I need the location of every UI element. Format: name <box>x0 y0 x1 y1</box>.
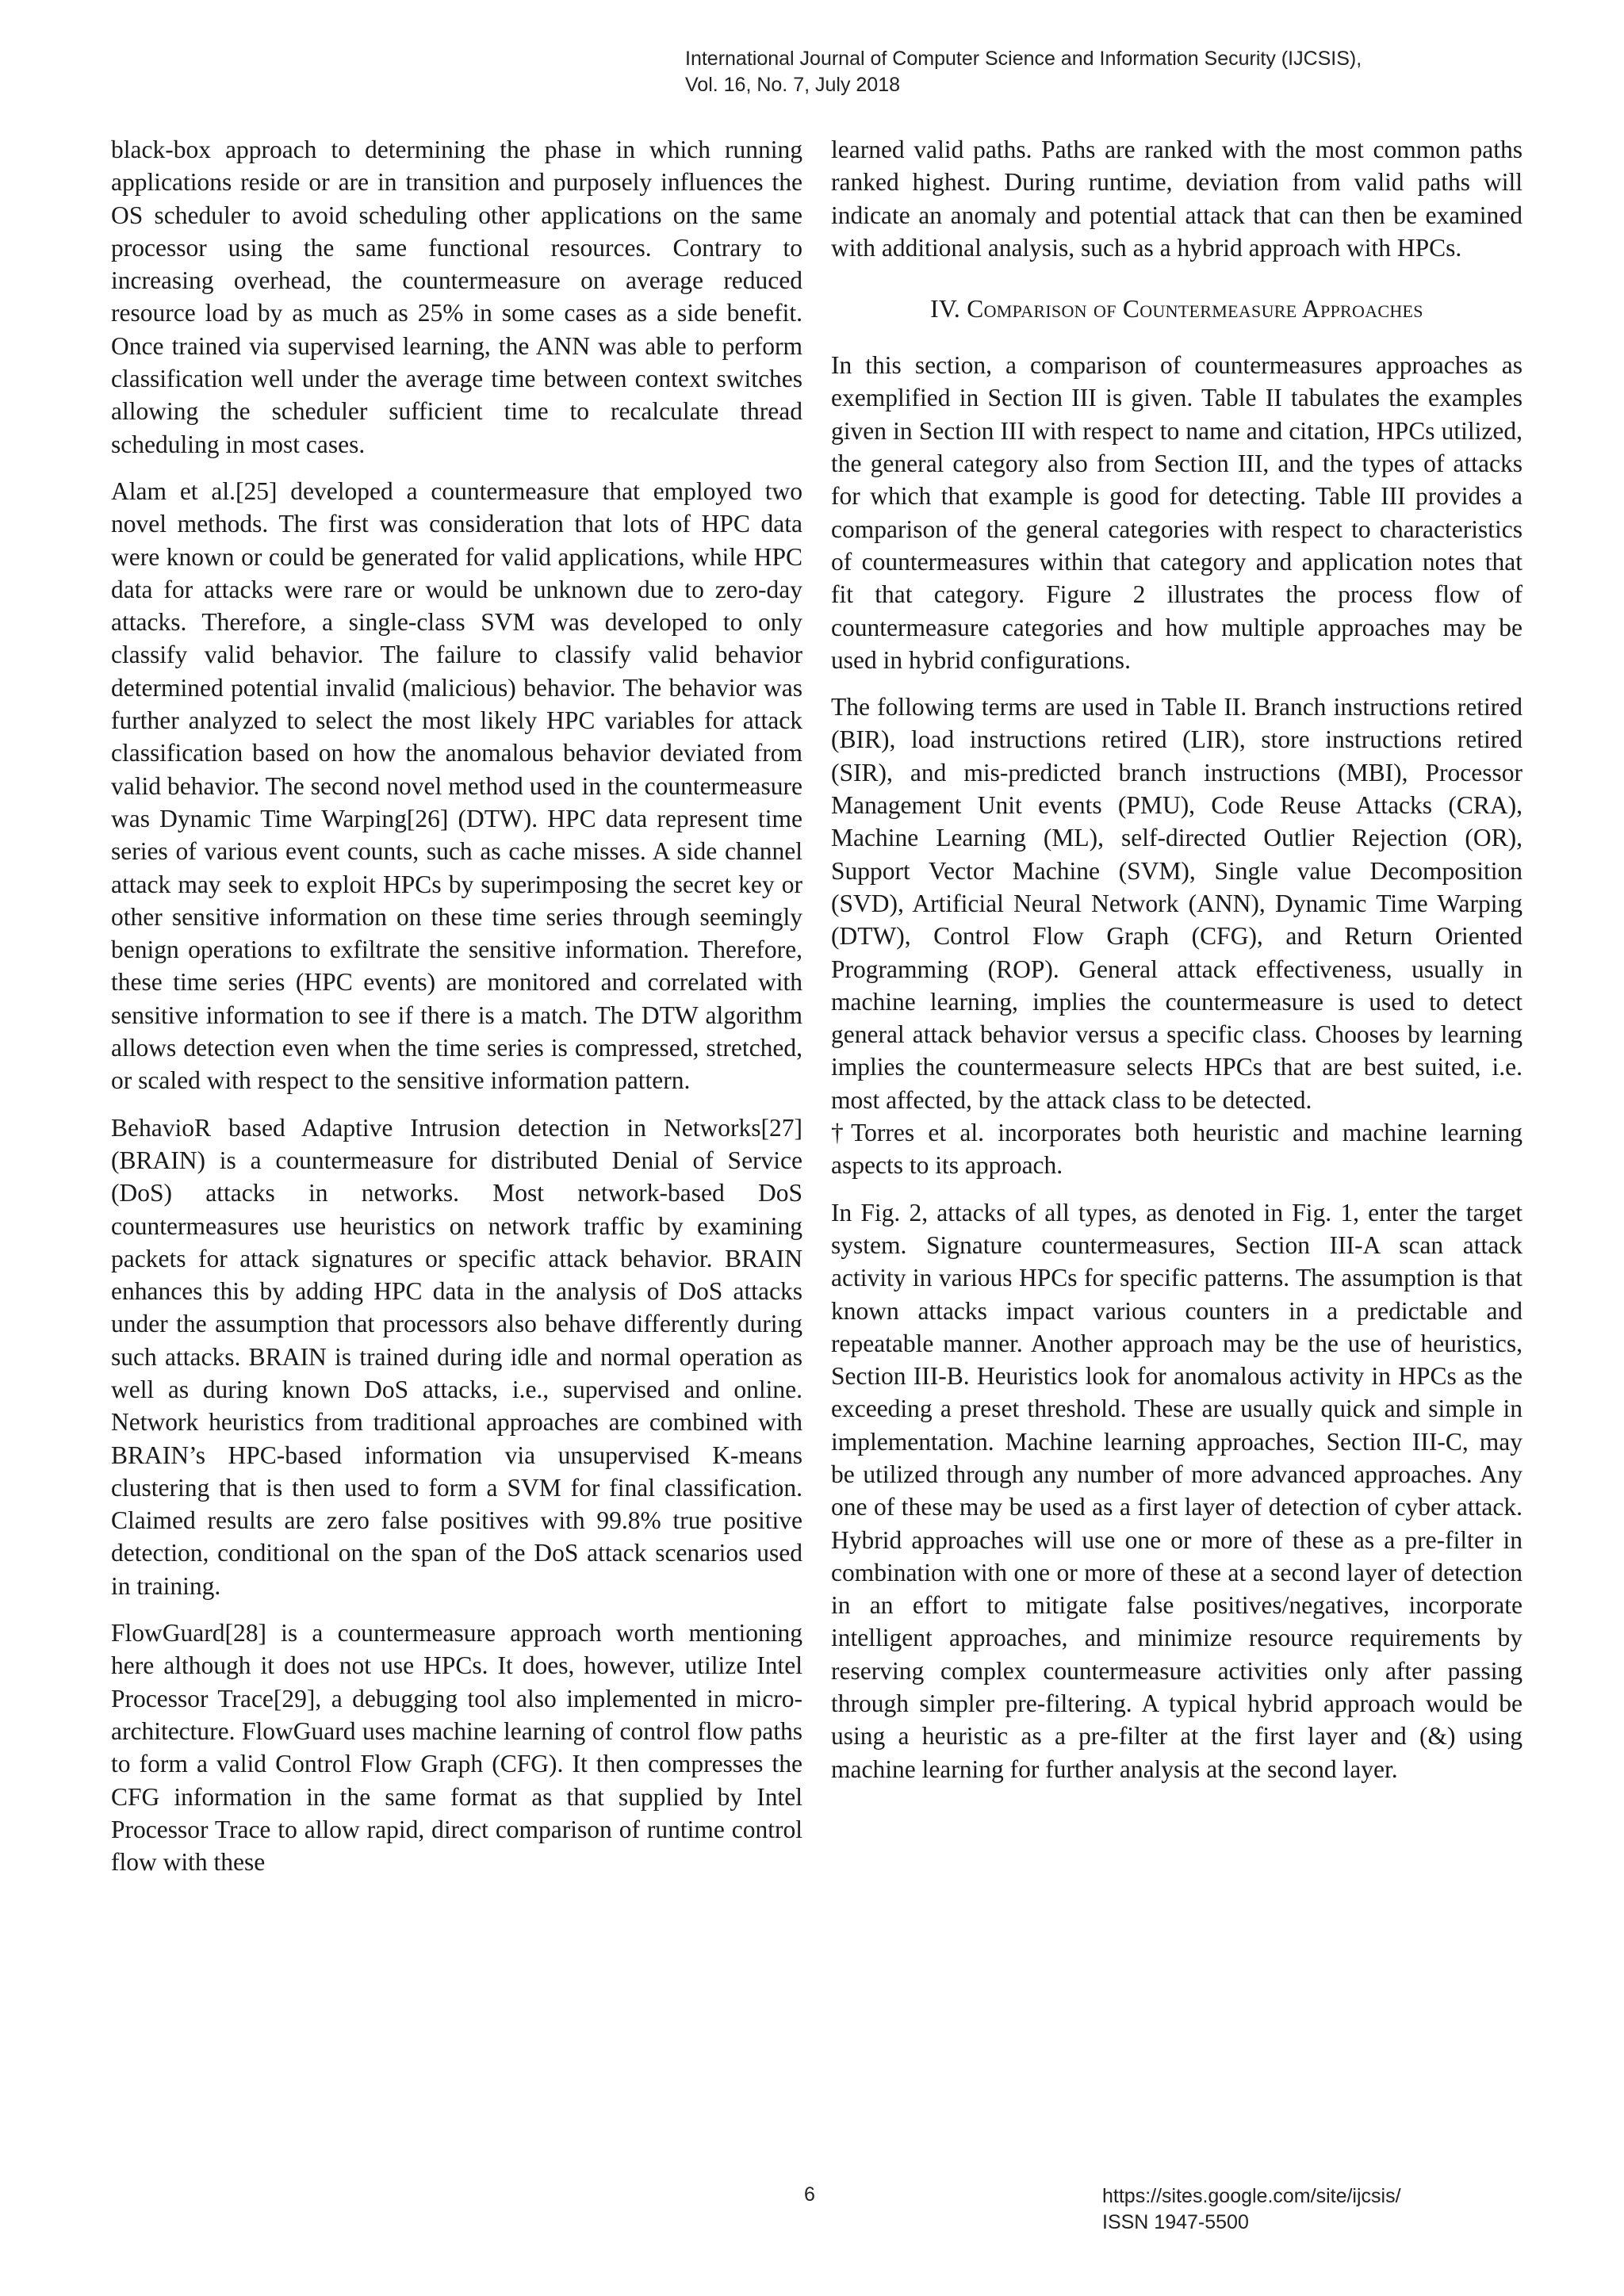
footer-issn: ISSN 1947-5500 <box>1102 2211 1249 2233</box>
paragraph: FlowGuard[28] is a countermeasure approach worth mentioning here although it does not use HPCs. It does, however, utilize Intel Processor Trace[29], a debugging tool also implemented in micro-architecture. FlowGuard uses machine learning of control flow paths to form a valid Control Flow Graph (CFG). It then compresses the CFG information in the same format as that supplied by Intel Processor Trace to allow rapid, direct comparison of runtime control flow with these <box>111 1619 802 1877</box>
journal-title: International Journal of Computer Science and Information Security (IJCSIS), <box>685 48 1362 70</box>
footnote-paragraph: †Torres et al. incorporates both heuristic and machine learning aspects to its approach. <box>831 1119 1522 1180</box>
right-column <box>831 133 1522 1800</box>
paragraph: The following terms are used in Table II. Branch instructions retired (BIR), load instructions retired (LIR), store instructions retired (SIR), and mis-predicted branch instructions (MBI), Processor Management Unit events (PMU), Code Reuse Attacks (CRA), Machine Learning (ML), self-directed Outlier Rejection (OR), Support Vector Machine (SVM), Single value Decomposition (SVD), Artificial Neural Network (ANN), Dynamic Time Warping (DTW), Control Flow Graph (CFG), and Return Oriented Programming (ROP). General attack effectiveness, usually in machine learning, implies the countermeasure is used to detect general attack behavior versus a specific class. Chooses by learning implies the countermeasure selects HPCs that are best suited, i.e. most affected, by the attack class to be detected. <box>831 693 1522 1114</box>
paragraph: BehavioR based Adaptive Intrusion detection in Networks[27] (BRAIN) is a countermeasure for distributed Denial of Service (DoS) attacks in networks. Most network-based DoS countermeasures use heuristics on network traffic by examining packets for attack signatures or specific attack behavior. BRAIN enhances this by adding HPC data in the analysis of DoS attacks under the assumption that processors also behave differently during such attacks. BRAIN is trained during idle and normal operation as well as during known DoS attacks, i.e., supervised and online. Network heuristics from traditional approaches are combined with BRAIN’s HPC-based information via unsupervised K-means clustering that is then used to form a SVM for final classification. Claimed results are zero false positives with 99.8% true positive detection, conditional on the span of the DoS attack scenarios used in training. <box>111 1113 802 1600</box>
paragraph: Alam et al.[25] developed a countermeasure that employed two novel methods. The first was consideration that lots of HPC data were known or could be generated for valid applications, while HPC data for attacks were rare or would be unknown due to zero-day attacks. Therefore, a single-class SVM was developed to only classify valid behavior. The failure to classify valid behavior determined potential invalid (malicious) behavior. The behavior was further analyzed to select the most likely HPC variables for attack classification based on how the anomalous behavior deviated from valid behavior. The second novel method used in the countermeasure was Dynamic Time Warping[26] (DTW). HPC data represent time series of various event counts, such as cache misses. A side channel attack may seek to exploit HPCs by superimposing the secret key or other sensitive information on these time series through seemingly benign operations to exfiltrate the sensitive information. Therefore, these time series (HPC events) are monitored and correlated with sensitive information to see if there is a match. The DTW algorithm allows detection even when the time series is compressed, stretched, or scaled with respect to the sensitive information pattern. <box>111 476 802 1095</box>
paragraph: black-box approach to determining the phase in which running applications reside or are in transition and purposely influences the OS scheduler to avoid scheduling other applications on the same processor using the same functional resources. Contrary to increasing overhead, the countermeasure on average reduced resource load by as much as 25% in some cases as a side benefit. Once trained via supervised learning, the ANN was able to perform classification well under the average time between context switches allowing the scheduler sufficient time to recalculate thread scheduling in most cases. <box>111 136 802 458</box>
journal-header <box>685 46 1557 98</box>
left-column <box>111 133 802 1892</box>
paragraph: learned valid paths. Paths are ranked with the most common paths ranked highest. During runtime, deviation from valid paths will indicate an anomaly and potential attack that can then be examined with additional analysis, such as a hybrid approach with HPCs. <box>831 136 1522 262</box>
footer-info <box>1102 2183 1401 2236</box>
paragraph: In this section, a comparison of countermeasures approaches as exemplified in Section III is given. Table II tabulates the examples given in Section III with respect to name and citation, HPCs utilized, the general category also from Section III, and the types of attacks for which that example is good for detecting. Table III provides a comparison of the general categories with respect to characteristics of countermeasures within that category and application notes that fit that category. Figure 2 illustrates the process flow of countermeasure categories and how multiple approaches may be used in hybrid configurations. <box>831 351 1522 674</box>
journal-issue: Vol. 16, No. 7, July 2018 <box>685 74 901 96</box>
footer-url: https://sites.google.com/site/ijcsis/ <box>1102 2185 1401 2207</box>
section-heading <box>831 293 1522 325</box>
paragraph: In Fig. 2, attacks of all types, as denoted in Fig. 1, enter the target system. Signature countermeasures, Section III-A scan attack activity in various HPCs for specific patterns. The assumption is that known attacks impact various counters in a predictable and repeatable manner. Another approach may be the use of heuristics, Section III-B. Heuristics look for anomalous activity in HPCs as the exceeding a preset threshold. These are usually quick and simple in implementation. Machine learning approaches, Section III-C, may be utilized through any number of more advanced approaches. Any one of these may be used as a first layer of detection of cyber attack. Hybrid approaches will use one or more of these as a pre-filter in combination with one or more of these at a second layer of detection in an effort to mitigate false positives/negatives, incorporate intelligent approaches, and minimize resource requirements by reserving complex countermeasure activities only after passing through simpler pre-filtering. A typical hybrid approach would be using a heuristic as a pre-filter at the first layer and (&) using machine learning for further analysis at the second layer. <box>831 1198 1522 1783</box>
section-heading-text: IV. Comparison of Countermeasure Approaches <box>930 295 1423 323</box>
page-number: 6 <box>804 2183 815 2206</box>
